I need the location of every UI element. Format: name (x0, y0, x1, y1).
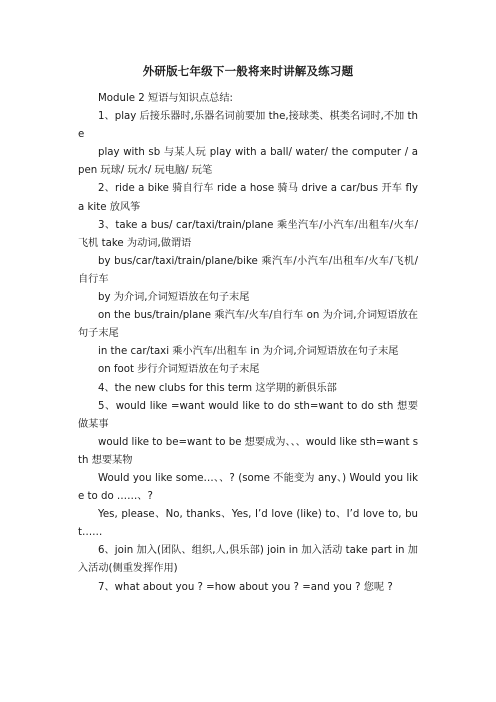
paragraph: play with sb 与某人玩 play with a ball/ water/ the computer / a pen 玩球/ 玩水/ 玩电脑/ 玩笔 (78, 147, 418, 177)
paragraph: 4、the new clubs for this term 这学期的新俱乐部 (98, 382, 337, 394)
paragraph: Would you like some…、、? (some 不能变为 any、) Would you like to do ……、? (78, 472, 418, 503)
document-body (78, 90, 418, 597)
paragraph: in the car/taxi 乘小汽车/出租车 in 为介词,介词短语放在句子末尾 (98, 346, 399, 358)
paragraph: 5、would like =want would like to do sth=want to do sth 想要做某事 (78, 400, 418, 430)
paragraph: 6、join 加入(团队、组织,人,俱乐部) join in 加入活动 take part in 加入活动(侧重发挥作用) (78, 545, 418, 575)
paragraph: 1、play 后接乐器时,乐器名词前要加 the,接球类、棋类名词时,不加 the (78, 111, 418, 141)
paragraph: Module 2 短语与知识点总结: (98, 93, 233, 104)
paragraph: Yes, please、No, thanks、Yes, I’d love (like) to、I’d love to, but…… (78, 509, 418, 539)
paragraph: by 为介词,介词短语放在句子末尾 (98, 292, 250, 304)
document-title: 外研版七年级下一般将来时讲解及练习题 (142, 64, 354, 78)
paragraph: would like to be=want to be 想要成为、、、would like sth=want sth 想要某物 (78, 436, 418, 466)
paragraph: by bus/car/taxi/train/plane/bike 乘汽车/小汽车/出租车/火车/飞机/ 自行车 (78, 255, 418, 285)
paragraph: 2、ride a bike 骑自行车 ride a hose 骑马 drive a car/bus 开车 fly a kite 放风筝 (78, 183, 418, 213)
paragraph: on foot 步行介词短语放在句子末尾 (98, 364, 260, 376)
paragraph: on the bus/train/plane 乘汽车/火车/自行车 on 为介词,介词短语放在句子末尾 (78, 310, 418, 340)
paragraph: 7、what about you ? =how about you ? =and you ? 您呢 ? (98, 581, 393, 593)
paragraph: 3、take a bus/ car/taxi/train/plane 乘坐汽车/小汽车/出租车/火车/飞机 take 为动词,做谓语 (78, 219, 418, 249)
